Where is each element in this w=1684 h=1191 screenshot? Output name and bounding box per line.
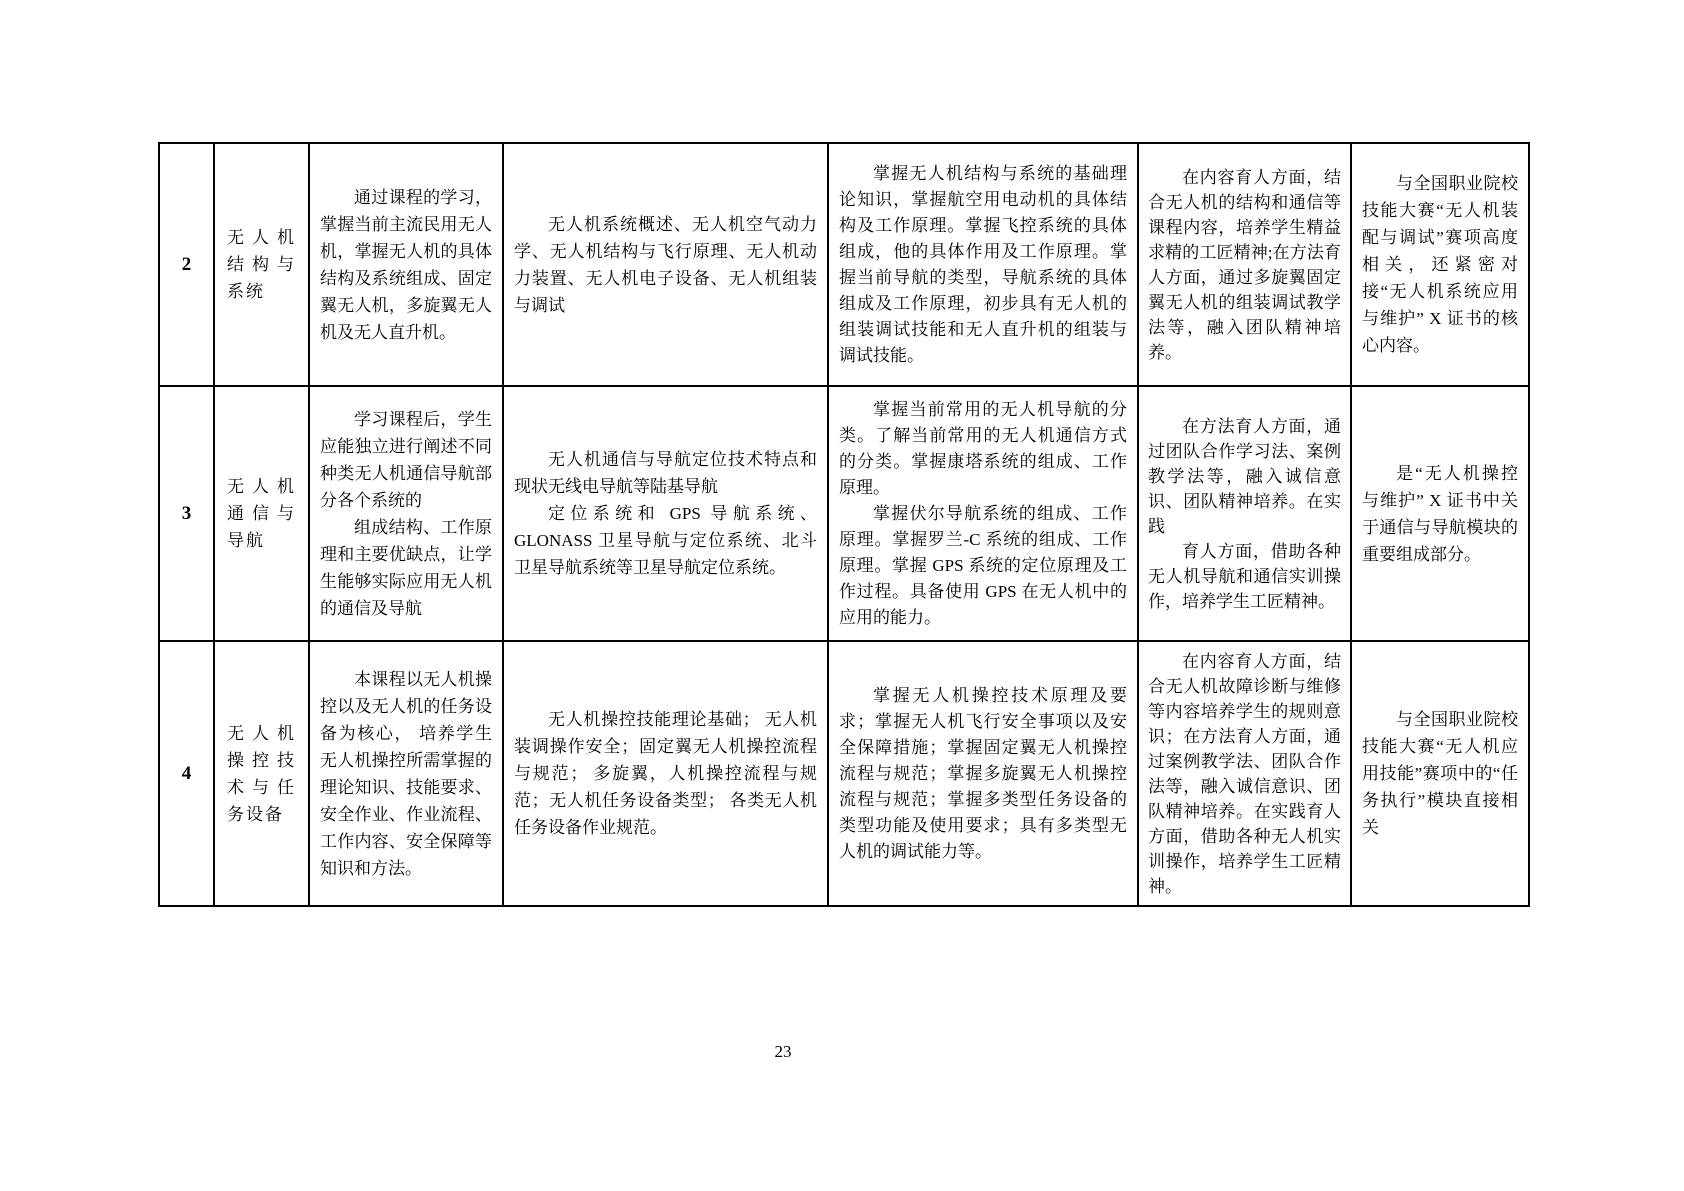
course-name-cell bbox=[214, 143, 309, 386]
course-content-paragraph: 无人机操控技能理论基础； 无人机装调操作安全；固定翼无人机操控流程与规范； 多旋翼，人机操控流程与规范；无人机任务设备类型； 各类无人机任务设备作业规范。 bbox=[514, 710, 817, 837]
course-name-cell bbox=[214, 641, 309, 906]
moral-education-paragraph: 在内容育人方面，结合无人机的结构和通信等课程内容，培养学生精益求精的工匠精神;在方法育人方面，通过多旋翼固定翼无人机的组装调试教学法等，融入团队精神培养。 bbox=[1148, 167, 1341, 362]
course-content-paragraph: 定位系统和 GPS 导航系统、GLONASS 卫星导航与定位系统、北斗卫星导航系统等卫星导航定位系统。 bbox=[514, 504, 817, 577]
course-description-cell bbox=[309, 143, 503, 386]
competition-relation-paragraph: 是“无人机操控与维护” X 证书中关于通信与导航模块的重要组成部分。 bbox=[1362, 463, 1518, 564]
competition-relation-paragraph: 与全国职业院校技能大赛“无人机应用技能”赛项中的“任务执行”模块直接相关 bbox=[1362, 710, 1518, 837]
page-number: 23 bbox=[774, 1042, 792, 1061]
moral-education-cell bbox=[1138, 143, 1351, 386]
course-objectives-paragraph: 掌握当前常用的无人机导航的分类。了解当前常用的无人机通信方式的分类。掌握康塔系统的组成、工作原理。 bbox=[839, 399, 1127, 497]
row-number-text: 4 bbox=[181, 763, 192, 784]
competition-relation-paragraph: 与全国职业院校技能大赛“无人机装配与调试”赛项高度相关，还紧密对接“无人机系统应用与维护” X 证书的核心内容。 bbox=[1362, 174, 1518, 355]
moral-education-paragraph: 育人方面，借助各种无人机导航和通信实训操作，培养学生工匠精神。 bbox=[1148, 541, 1341, 611]
course-name-text: 无人机操控技术与任务设备 bbox=[227, 723, 296, 824]
course-name-cell bbox=[214, 386, 309, 641]
moral-education-cell bbox=[1138, 641, 1351, 906]
course-content-paragraph: 无人机通信与导航定位技术特点和现状无线电导航等陆基导航 bbox=[514, 450, 817, 496]
course-name-text: 无人机通信与导航 bbox=[227, 477, 296, 550]
course-table bbox=[158, 142, 1530, 907]
course-content-cell bbox=[503, 641, 828, 906]
competition-relation-cell bbox=[1351, 641, 1529, 906]
moral-education-paragraph: 在内容育人方面，结合无人机故障诊断与维修等内容培养学生的规则意识；在方法育人方面，通过案例教学法、团队合作法等，融入诚信意识、团队精神培养。在实践育人方面，借助各种无人机实训操作，培养学生工匠精神。 bbox=[1148, 651, 1341, 896]
row-number bbox=[159, 386, 214, 641]
row-number-text: 3 bbox=[181, 503, 192, 524]
moral-education-paragraph: 在方法育人方面，通过团队合作学习法、案例教学法等，融入诚信意识、团队精神培养。在实践 bbox=[1148, 416, 1341, 536]
table-row bbox=[159, 386, 1529, 641]
competition-relation-cell bbox=[1351, 386, 1529, 641]
course-objectives-paragraph: 掌握无人机结构与系统的基础理论知识，掌握航空用电动机的具体结构及工作原理。掌握飞控系统的具体组成，他的具体作用及工作原理。掌握当前导航的类型，导航系统的具体组成及工作原理，初步具有无人机的组装调试技能和无人直升机的组装与调试技能。 bbox=[839, 163, 1127, 365]
course-objectives-cell bbox=[828, 641, 1138, 906]
row-number bbox=[159, 143, 214, 386]
course-description-paragraph: 组成结构、工作原理和主要优缺点，让学生能够实际应用无人机的通信及导航 bbox=[320, 517, 492, 618]
course-description-paragraph: 本课程以无人机操控以及无人机的任务设备为核心， 培养学生无人机操控所需掌握的理论知识、技能要求、安全作业、作业流程、工作内容、安全保障等知识和方法。 bbox=[320, 669, 492, 878]
table-row bbox=[159, 143, 1529, 386]
competition-relation-cell bbox=[1351, 143, 1529, 386]
row-number-text: 2 bbox=[181, 254, 192, 275]
course-objectives-cell bbox=[828, 143, 1138, 386]
course-objectives-paragraph: 掌握无人机操控技术原理及要求；掌握无人机飞行安全事项以及安全保障措施；掌握固定翼无人机操控流程与规范；掌握多旋翼无人机操控流程与规范；掌握多类型任务设备的类型功能及使用要求；具有多类型无人机的调试能力等。 bbox=[839, 685, 1127, 861]
course-description-paragraph: 学习课程后，学生应能独立进行阐述不同种类无人机通信导航部分各个系统的 bbox=[320, 409, 492, 510]
course-description-cell bbox=[309, 641, 503, 906]
course-name-text: 无人机结构与系统 bbox=[227, 228, 296, 301]
course-description-cell bbox=[309, 386, 503, 641]
course-content-cell bbox=[503, 386, 828, 641]
course-content-paragraph: 无人机系统概述、无人机空气动力学、无人机结构与飞行原理、无人机动力装置、无人机电子设备、无人机组装与调试 bbox=[514, 214, 817, 315]
course-objectives-cell bbox=[828, 386, 1138, 641]
row-number bbox=[159, 641, 214, 906]
course-objectives-paragraph: 掌握伏尔导航系统的组成、工作原理。掌握罗兰-C 系统的组成、工作原理。掌握 GPS 系统的定位原理及工作过程。具备使用 GPS 在无人机中的应用的能力。 bbox=[839, 503, 1127, 627]
course-content-cell bbox=[503, 143, 828, 386]
course-description-paragraph: 通过课程的学习，掌握当前主流民用无人机，掌握无人机的具体结构及系统组成、固定翼无人机，多旋翼无人机及无人直升机。 bbox=[320, 187, 492, 342]
table-row bbox=[159, 641, 1529, 906]
moral-education-cell bbox=[1138, 386, 1351, 641]
